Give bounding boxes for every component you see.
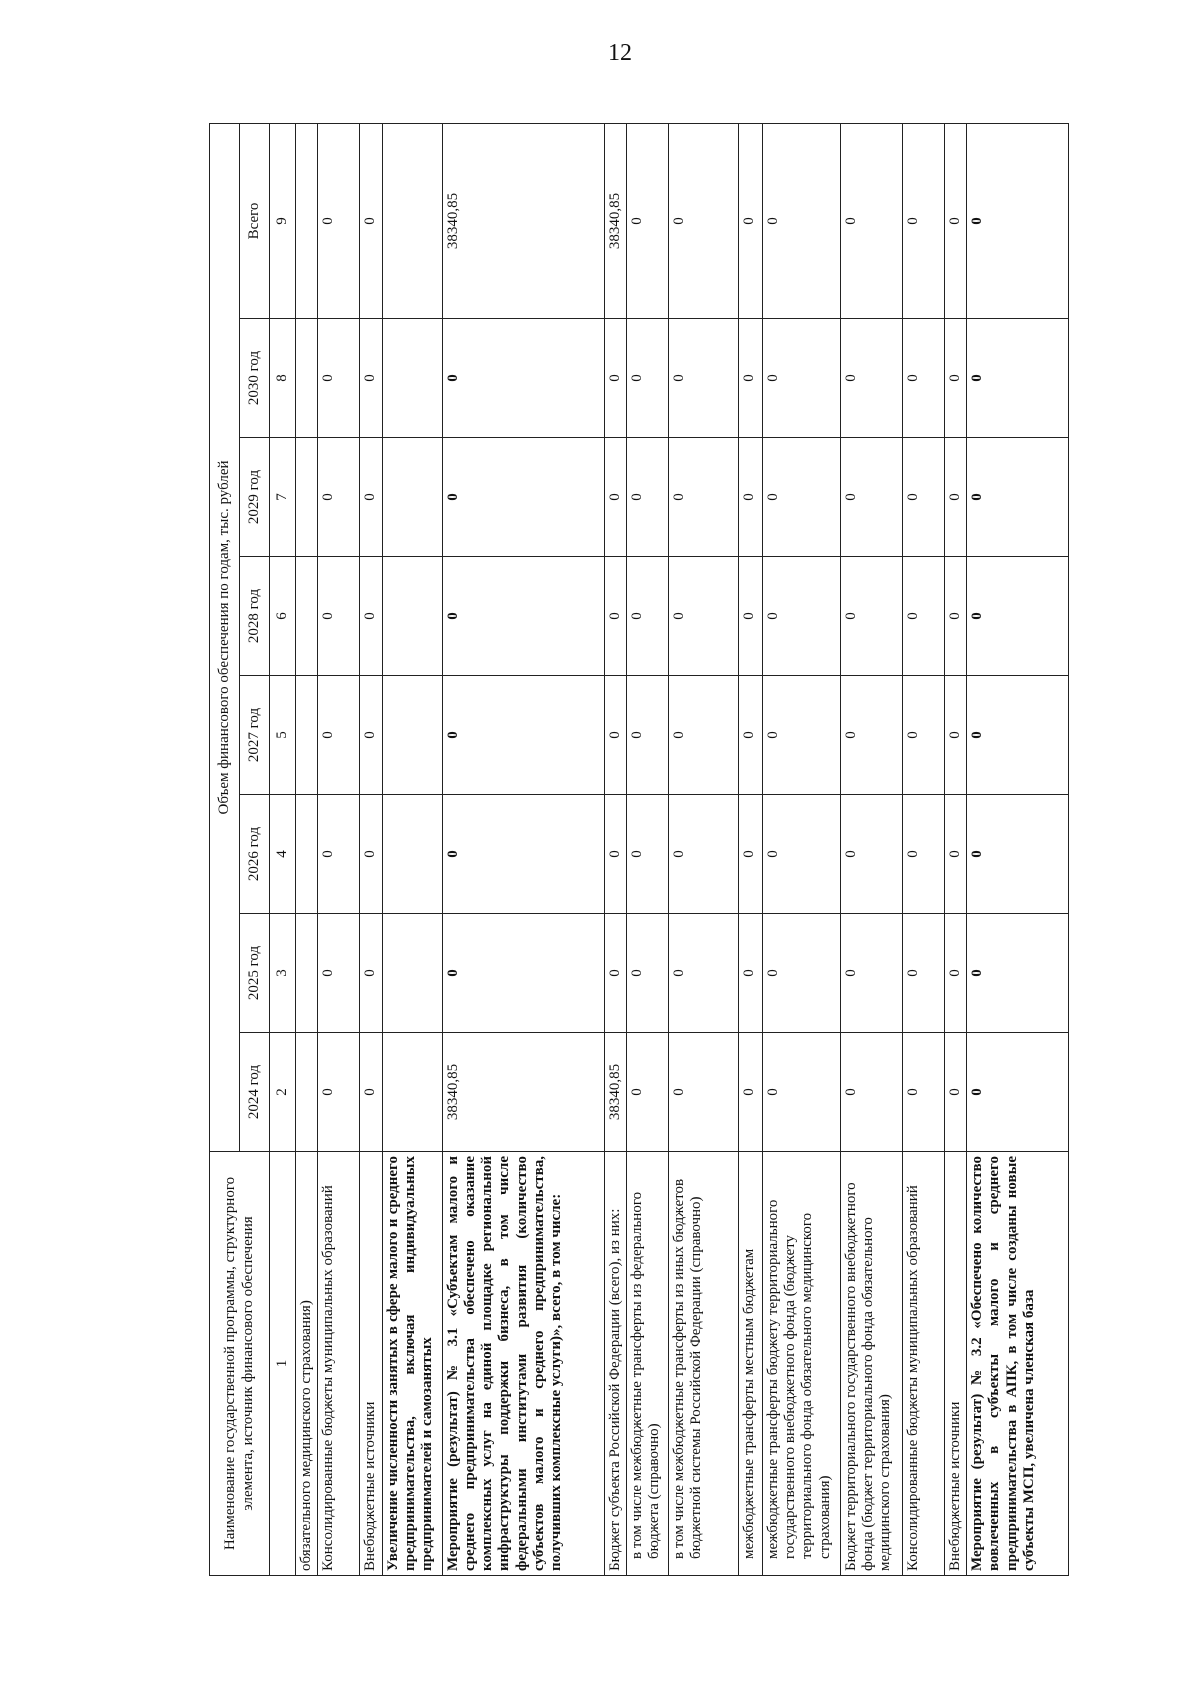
cell-value: 0: [360, 676, 382, 795]
cell-value: 0: [967, 319, 1069, 438]
cell-value: [382, 557, 442, 676]
cell-value: 0: [902, 557, 944, 676]
table-row: [626, 123, 668, 1575]
volume-header: Объем финансового обеспечения по годам, тыс. рублей: [210, 123, 240, 1151]
table-row: [360, 123, 382, 1575]
cell-value: 0: [944, 914, 966, 1033]
year-header: 2024 год: [240, 1033, 270, 1152]
cell-value: 0: [318, 914, 360, 1033]
table-row: [604, 123, 626, 1575]
cell-value: 0: [902, 914, 944, 1033]
cell-value: 0: [442, 914, 604, 1033]
cell-value: 0: [668, 557, 738, 676]
cell-value: 0: [604, 914, 626, 1033]
col-number: 3: [270, 914, 296, 1033]
row-label: Мероприятие (результат) № 3.1 «Субъектам малого и среднего предпринимательства обеспечено оказание комплексных услуг на единой площадке региональной инфраструктуры поддержки бизнеса, в том числе федеральными институтами развития (количество субъектов малого и среднего предпринимательства, получивших комплексные услуги)», всего, в том числе:: [442, 1152, 604, 1576]
cell-value: 0: [902, 123, 944, 318]
cell-value: 0: [360, 438, 382, 557]
cell-value: 0: [967, 914, 1069, 1033]
row-label: в том числе межбюджетные трансферты из иных бюджетов бюджетной системы Российской Федерации (справочно): [668, 1152, 738, 1576]
table-row: [382, 123, 442, 1575]
cell-value: [296, 914, 318, 1033]
cell-value: [382, 1033, 442, 1152]
table-row: [668, 123, 738, 1575]
cell-value: [382, 676, 442, 795]
cell-value: 0: [442, 319, 604, 438]
cell-value: [296, 795, 318, 914]
cell-value: 0: [762, 1033, 840, 1152]
row-label: в том числе межбюджетные трансферты из федерального бюджета (справочно): [626, 1152, 668, 1576]
cell-value: 0: [902, 319, 944, 438]
cell-value: 0: [604, 438, 626, 557]
cell-value: 0: [944, 123, 966, 318]
cell-value: 0: [967, 1033, 1069, 1152]
table-row: [902, 123, 944, 1575]
cell-value: 0: [840, 319, 902, 438]
table-row: [840, 123, 902, 1575]
cell-value: 0: [902, 676, 944, 795]
row-label: Бюджет субъекта Российской Федерации (всего), из них:: [604, 1152, 626, 1576]
cell-value: 0: [967, 123, 1069, 318]
cell-value: 0: [668, 319, 738, 438]
col-number: 8: [270, 319, 296, 438]
row-label: межбюджетные трансферты бюджету территориального государственного внебюджетного фонда (бюджету территориального фонда обязательного медицинского страхования): [762, 1152, 840, 1576]
year-header: 2030 год: [240, 319, 270, 438]
row-label: Мероприятие (результат) № 3.2 «Обеспечено количество вовлеченных в субъекты малого и среднего предпринимательства в АПК, в том числе созданы новые субъекты МСП, увеличена членская база: [967, 1152, 1069, 1576]
table-row: [944, 123, 966, 1575]
cell-value: 0: [318, 123, 360, 318]
cell-value: [296, 438, 318, 557]
table-row: [296, 123, 318, 1575]
cell-value: 0: [967, 676, 1069, 795]
cell-value: 0: [360, 123, 382, 318]
cell-value: 0: [738, 795, 762, 914]
col-number: 2: [270, 1033, 296, 1152]
year-header: 2026 год: [240, 795, 270, 914]
cell-value: 0: [360, 914, 382, 1033]
financing-table: [209, 123, 1069, 1576]
year-header: 2025 год: [240, 914, 270, 1033]
table-row: [762, 123, 840, 1575]
cell-value: 0: [360, 319, 382, 438]
row-label: Консолидированные бюджеты муниципальных образований: [902, 1152, 944, 1576]
cell-value: 0: [840, 795, 902, 914]
year-header: 2027 год: [240, 676, 270, 795]
cell-value: 0: [738, 123, 762, 318]
cell-value: 0: [442, 676, 604, 795]
header-row-1: [210, 123, 240, 1575]
cell-value: [382, 438, 442, 557]
row-label: Увеличение численности занятых в сфере малого и среднего предпринимательства, включая индивидуальных предпринимателей и самозанятых: [382, 1152, 442, 1576]
cell-value: 0: [967, 795, 1069, 914]
col-number: 1: [270, 1152, 296, 1576]
year-header: 2029 год: [240, 438, 270, 557]
page-number: 12: [608, 40, 632, 66]
cell-value: 0: [626, 123, 668, 318]
cell-value: 0: [442, 795, 604, 914]
cell-value: [382, 319, 442, 438]
cell-value: 0: [360, 557, 382, 676]
cell-value: 0: [668, 438, 738, 557]
cell-value: 0: [318, 557, 360, 676]
cell-value: 0: [762, 557, 840, 676]
cell-value: 0: [762, 123, 840, 318]
cell-value: 0: [318, 1033, 360, 1152]
cell-value: 0: [626, 557, 668, 676]
cell-value: 0: [762, 795, 840, 914]
cell-value: 0: [668, 1033, 738, 1152]
cell-value: [296, 319, 318, 438]
cell-value: 0: [762, 438, 840, 557]
cell-value: 0: [668, 123, 738, 318]
cell-value: 0: [902, 795, 944, 914]
table-row: [738, 123, 762, 1575]
cell-value: 0: [626, 676, 668, 795]
cell-value: [382, 914, 442, 1033]
cell-value: 0: [668, 795, 738, 914]
cell-value: 38340,85: [604, 1033, 626, 1152]
total-header: Всего: [240, 123, 270, 318]
cell-value: 0: [762, 319, 840, 438]
cell-value: 0: [604, 795, 626, 914]
cell-value: [296, 1033, 318, 1152]
cell-value: 0: [604, 557, 626, 676]
col-number: 4: [270, 795, 296, 914]
cell-value: 0: [967, 557, 1069, 676]
cell-value: 0: [967, 438, 1069, 557]
cell-value: 0: [738, 557, 762, 676]
col-number: 5: [270, 676, 296, 795]
cell-value: 0: [944, 557, 966, 676]
cell-value: 0: [318, 319, 360, 438]
cell-value: [382, 795, 442, 914]
cell-value: 0: [626, 914, 668, 1033]
column-number-row: [270, 123, 296, 1575]
col-number: 7: [270, 438, 296, 557]
cell-value: 0: [318, 676, 360, 795]
cell-value: 0: [762, 914, 840, 1033]
year-header: 2028 год: [240, 557, 270, 676]
cell-value: 0: [944, 795, 966, 914]
cell-value: 0: [738, 438, 762, 557]
cell-value: [296, 557, 318, 676]
cell-value: 0: [840, 676, 902, 795]
cell-value: 0: [626, 438, 668, 557]
cell-value: 0: [604, 319, 626, 438]
cell-value: 38340,85: [604, 123, 626, 318]
cell-value: 0: [902, 1033, 944, 1152]
row-label: Консолидированные бюджеты муниципальных образований: [318, 1152, 360, 1576]
cell-value: 0: [738, 319, 762, 438]
table-body: [296, 123, 1069, 1575]
cell-value: [382, 123, 442, 318]
table-row: [967, 123, 1069, 1575]
cell-value: 0: [668, 676, 738, 795]
table-row: [442, 123, 604, 1575]
cell-value: 0: [626, 795, 668, 914]
col-number: 6: [270, 557, 296, 676]
cell-value: 0: [318, 438, 360, 557]
row-label: межбюджетные трансферты местным бюджетам: [738, 1152, 762, 1576]
cell-value: 0: [840, 438, 902, 557]
cell-value: 0: [738, 1033, 762, 1152]
cell-value: 0: [840, 557, 902, 676]
cell-value: 0: [840, 123, 902, 318]
cell-value: 0: [604, 676, 626, 795]
row-label: Внебюджетные источники: [360, 1152, 382, 1576]
cell-value: 0: [668, 914, 738, 1033]
row-label: Бюджет территориального государственного внебюджетного фонда (бюджет территориального фонда обязательного медицинского страхования): [840, 1152, 902, 1576]
cell-value: 0: [626, 1033, 668, 1152]
rotated-table-container: [209, 124, 1069, 1576]
cell-value: 0: [944, 438, 966, 557]
cell-value: 0: [840, 1033, 902, 1152]
row-label: Внебюджетные источники: [944, 1152, 966, 1576]
cell-value: 0: [360, 1033, 382, 1152]
row-label: обязательного медицинского страхования): [296, 1152, 318, 1576]
cell-value: 0: [944, 1033, 966, 1152]
cell-value: 0: [442, 557, 604, 676]
cell-value: 0: [442, 438, 604, 557]
cell-value: 0: [762, 676, 840, 795]
cell-value: 0: [944, 676, 966, 795]
cell-value: [296, 123, 318, 318]
cell-value: [296, 676, 318, 795]
cell-value: 0: [626, 319, 668, 438]
cell-value: 0: [738, 914, 762, 1033]
name-column-header: Наименование государственной программы, структурного элемента, источник финансового обеспечения: [210, 1152, 270, 1576]
cell-value: 0: [840, 914, 902, 1033]
cell-value: 0: [738, 676, 762, 795]
cell-value: 0: [360, 795, 382, 914]
cell-value: 0: [318, 795, 360, 914]
cell-value: 0: [902, 438, 944, 557]
cell-value: 0: [944, 319, 966, 438]
cell-value: 38340,85: [442, 1033, 604, 1152]
table-row: [318, 123, 360, 1575]
cell-value: 38340,85: [442, 123, 604, 318]
col-number: 9: [270, 123, 296, 318]
